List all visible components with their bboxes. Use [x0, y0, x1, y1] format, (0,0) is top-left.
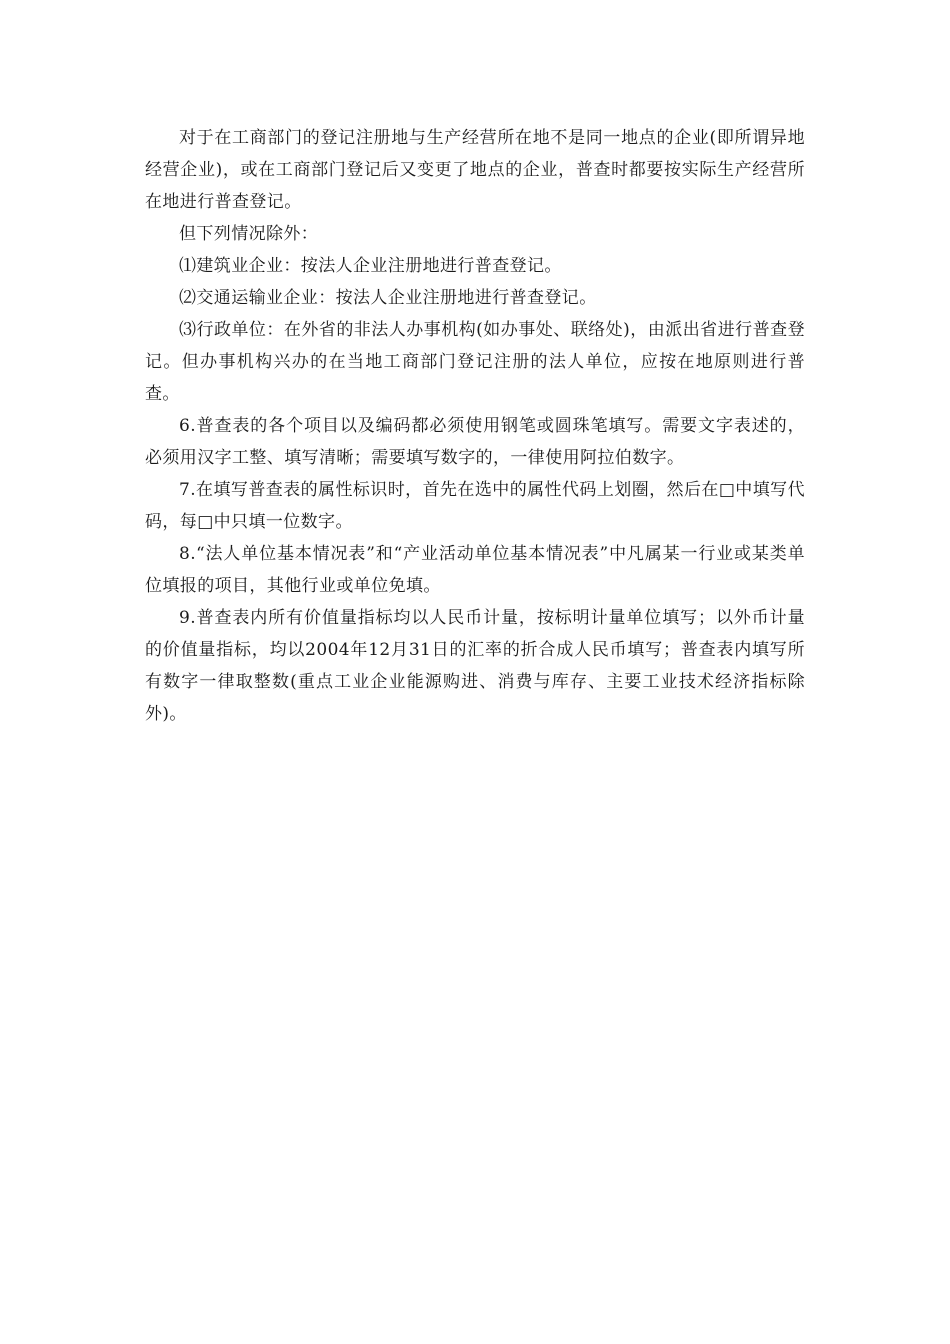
paragraph-exception-transport: ⑵交通运输业企业：按法人企业注册地进行普查登记。: [179, 288, 597, 308]
paragraph-exception-administrative: ⑶行政单位：在外省的非法人办事机构(如办事处、联络处)，由派出省进行普查登记。但办事机构兴办的在当地工商部门登记注册的法人单位，应按在地原则进行普查。: [145, 320, 805, 404]
paragraph-exceptions-intro: 但下列情况除外：: [179, 224, 319, 244]
paragraph-item-7: 7.在填写普查表的属性标识时，首先在选中的属性代码上划圈，然后在□中填写代码，每□中只填一位数字。: [145, 480, 805, 532]
document-body: [145, 122, 805, 730]
paragraph-exception-construction: ⑴建筑业企业：按法人企业注册地进行普查登记。: [179, 256, 562, 276]
paragraph-item-6: 6.普查表的各个项目以及编码都必须使用钢笔或圆珠笔填写。需要文字表述的，必须用汉字工整、填写清晰；需要填写数字的，一律使用阿拉伯数字。: [145, 416, 805, 468]
paragraph-location-rule: 对于在工商部门的登记注册地与生产经营所在地不是同一地点的企业(即所谓异地经营企业)，或在工商部门登记后又变更了地点的企业，普查时都要按实际生产经营所在地进行普查登记。: [145, 128, 805, 212]
paragraph-item-9: 9.普查表内所有价值量指标均以人民币计量，按标明计量单位填写；以外币计量的价值量指标，均以2004年12月31日的汇率的折合成人民币填写；普查表内填写所有数字一律取整数(重点工业企业能源购进、消费与库存、主要工业技术经济指标除外)。: [145, 608, 805, 724]
paragraph-item-8: 8.“法人单位基本情况表”和“产业活动单位基本情况表”中凡属某一行业或某类单位填报的项目，其他行业或单位免填。: [145, 544, 805, 596]
